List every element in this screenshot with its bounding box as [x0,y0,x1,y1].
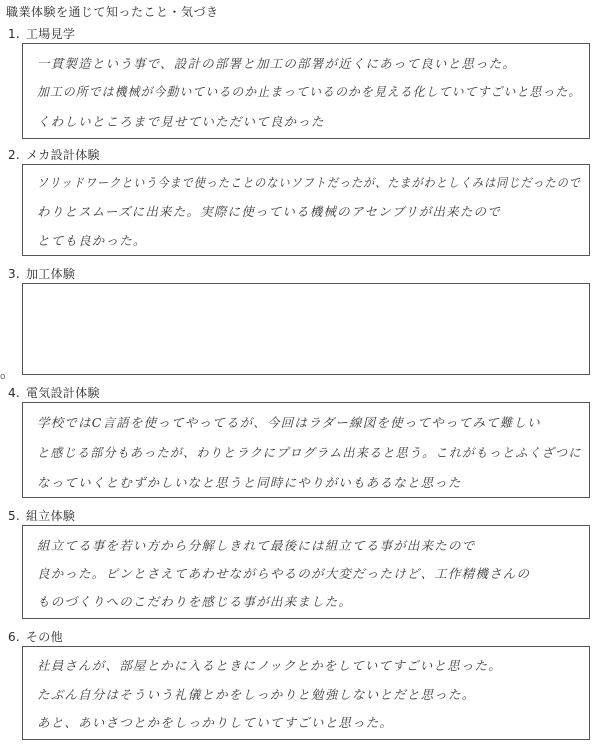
answer-box-factory-tour [22,43,590,139]
section-number: 2. [8,148,21,162]
section-number: 6. [8,630,21,644]
page-title: 職業体験を通じて知ったこと・気づき [6,5,219,19]
answer-box-electrical-design [22,402,590,498]
section-heading-electrical-design [8,384,100,401]
handwritten-line: とても良かった。 [37,233,147,248]
handwritten-line: 一貫製造という事で、設計の部署と加工の部署が近くにあって良いと思った。 [37,56,517,71]
answer-box-other [22,646,590,740]
section-title: 電気設計体験 [26,386,100,400]
handwritten-line: 良かった。ピンとさえてあわせながらやるのが大変だったけど、工作精機さんの [37,566,531,581]
section-number: 3. [8,267,21,281]
section-title: 工場見学 [26,27,76,41]
section-heading-factory-tour [8,25,75,42]
handwritten-line: あと、あいさつとかをしっかりしていてすごいと思った。 [37,715,394,730]
handwritten-line: と感じる部分もあったが、わりとラクにプログラム出来ると思う。これがもっとふくざつに [37,445,582,460]
section-heading-other [8,628,63,645]
section-heading-machining [8,265,75,282]
answer-box-mechanical-design [22,164,590,256]
handwritten-line: 社員さんが、部屋とかに入るときにノックとかをしていてすごいと思った。 [37,658,502,673]
section-number: 5. [8,509,21,523]
handwritten-line: たぶん自分はそういう礼儀とかをしっかりと勉強しないとだと思った。 [37,687,476,702]
handwritten-line: くわしいところまで見せていただいて良かった [37,114,325,129]
handwritten-line: 学校ではC言語を使ってやってるが、今回はラダー線図を使ってやってみて難しい [37,415,541,430]
binding-mark: o [0,372,6,382]
answer-box-assembly [22,525,590,619]
handwritten-line: 加工の所では機械が今動いているのか止まっているのかを見える化していてすごいと思った。 [37,84,582,99]
handwritten-line: ものづくりへのこだわりを感じる事が出来ました。 [37,594,353,609]
section-title: 加工体験 [26,267,76,281]
answer-box-machining [22,283,590,375]
section-title: その他 [26,630,63,644]
section-number: 1. [8,27,21,41]
handwritten-line: わりとスムーズに出来た。実際に使っている機械のアセンブリが出来たので [37,204,501,219]
section-title: メカ設計体験 [26,148,100,162]
section-title: 組立体験 [26,509,76,523]
section-heading-assembly [8,507,75,524]
section-number: 4. [8,386,21,400]
handwritten-line: ソリッドワークという今まで使ったことのないソフトだったが、たまがわとしくみは同じだったので [37,175,581,190]
section-heading-mechanical-design [8,146,100,163]
handwritten-line: 組立てる事を若い方から分解しきれて最後には組立てる事が出来たので [37,538,476,553]
handwritten-line: なっていくとむずかしいなと思うと同時にやりがいもあるなと思った [37,475,462,490]
